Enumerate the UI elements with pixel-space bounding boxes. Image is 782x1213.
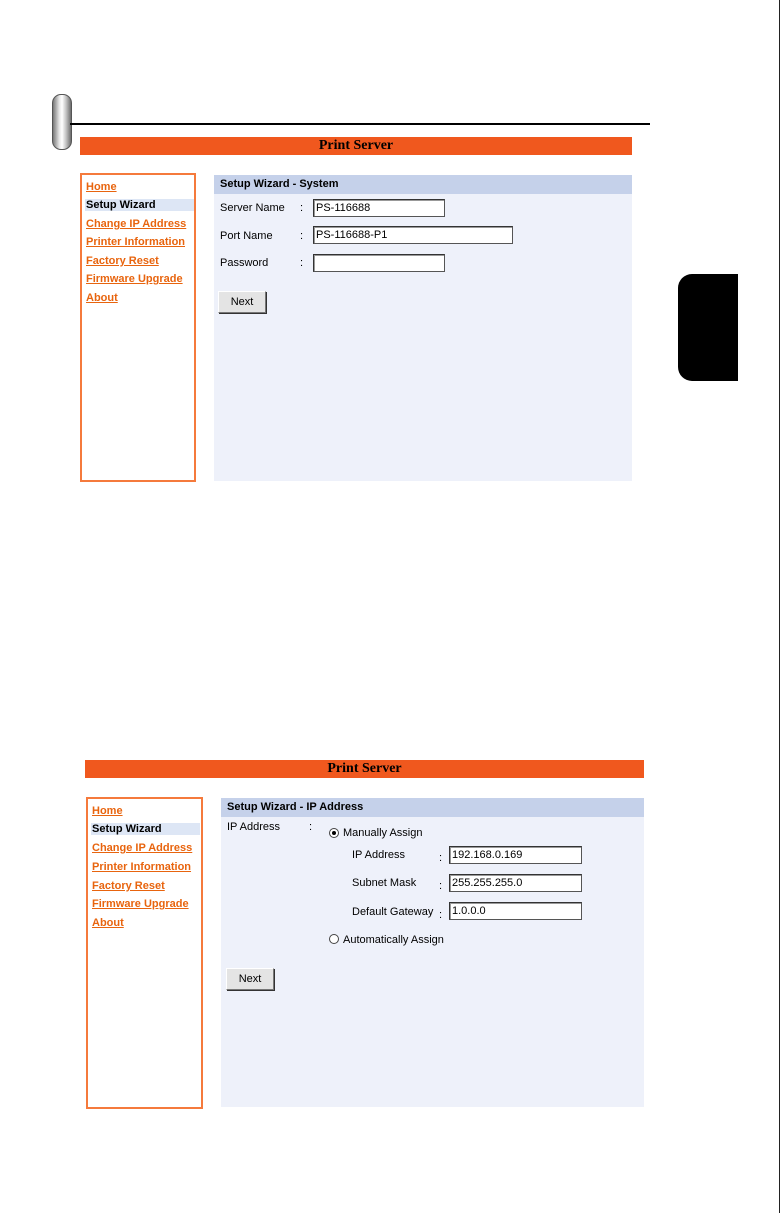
chapter-marker-icon xyxy=(52,94,72,150)
next-button[interactable]: Next xyxy=(218,291,266,313)
default-gateway-input[interactable]: 1.0.0.0 xyxy=(449,902,582,920)
server-name-input[interactable]: PS-116688 xyxy=(313,199,445,217)
manual-assign-radio[interactable] xyxy=(329,828,339,838)
panel1-content xyxy=(214,175,632,481)
nav-printer-info-link[interactable]: Printer Information xyxy=(92,861,192,873)
nav-change-ip-link[interactable]: Change IP Address xyxy=(86,218,187,230)
port-name-label: Port Name xyxy=(220,230,273,242)
next-button[interactable]: Next xyxy=(226,968,274,990)
header-rule xyxy=(70,123,650,125)
nav-factory-reset-link[interactable]: Factory Reset xyxy=(86,255,159,267)
colon: : xyxy=(439,909,443,921)
panel2-content xyxy=(221,798,644,1107)
manual-assign-label[interactable]: Manually Assign xyxy=(343,827,423,839)
page-edge-line xyxy=(779,0,780,1213)
nav-change-ip-link[interactable]: Change IP Address xyxy=(92,842,193,854)
side-thumb-tab xyxy=(678,274,738,381)
server-name-label: Server Name xyxy=(220,202,285,214)
nav-about-link[interactable]: About xyxy=(92,917,124,929)
panel2-nav xyxy=(86,797,203,1109)
default-gateway-label: Default Gateway xyxy=(352,906,434,918)
nav-setup-wizard-link[interactable]: Setup Wizard xyxy=(85,199,194,211)
password-input[interactable] xyxy=(313,254,445,272)
nav-printer-info-link[interactable]: Printer Information xyxy=(86,236,186,248)
colon: : xyxy=(439,852,443,864)
panel1-title-bar: Print Server xyxy=(80,137,632,155)
nav-factory-reset-link[interactable]: Factory Reset xyxy=(92,880,165,892)
nav-about-link[interactable]: About xyxy=(86,292,118,304)
nav-firmware-upgrade-link[interactable]: Firmware Upgrade xyxy=(92,898,189,910)
colon: : xyxy=(300,230,304,242)
password-label: Password xyxy=(220,257,269,269)
nav-setup-wizard-link[interactable]: Setup Wizard xyxy=(91,823,200,835)
port-name-input[interactable]: PS-116688-P1 xyxy=(313,226,513,244)
colon: : xyxy=(300,257,304,269)
nav-home-link[interactable]: Home xyxy=(86,181,117,193)
ip-address-group-label: IP Address xyxy=(227,821,280,833)
subnet-mask-input[interactable]: 255.255.255.0 xyxy=(449,874,582,892)
ip-address-label: IP Address xyxy=(352,849,405,861)
ip-address-input[interactable]: 192.168.0.169 xyxy=(449,846,582,864)
panel1-section-header: Setup Wizard - System xyxy=(214,175,632,194)
auto-assign-radio[interactable] xyxy=(329,934,339,944)
colon: : xyxy=(300,202,304,214)
panel2-title-bar: Print Server xyxy=(85,760,644,778)
auto-assign-label[interactable]: Automatically Assign xyxy=(343,934,444,946)
nav-firmware-upgrade-link[interactable]: Firmware Upgrade xyxy=(86,273,183,285)
colon: : xyxy=(439,880,443,892)
panel2-section-header: Setup Wizard - IP Address xyxy=(221,798,644,817)
subnet-mask-label: Subnet Mask xyxy=(352,877,417,889)
nav-home-link[interactable]: Home xyxy=(92,805,123,817)
colon: : xyxy=(309,821,313,833)
panel1-nav xyxy=(80,173,196,482)
